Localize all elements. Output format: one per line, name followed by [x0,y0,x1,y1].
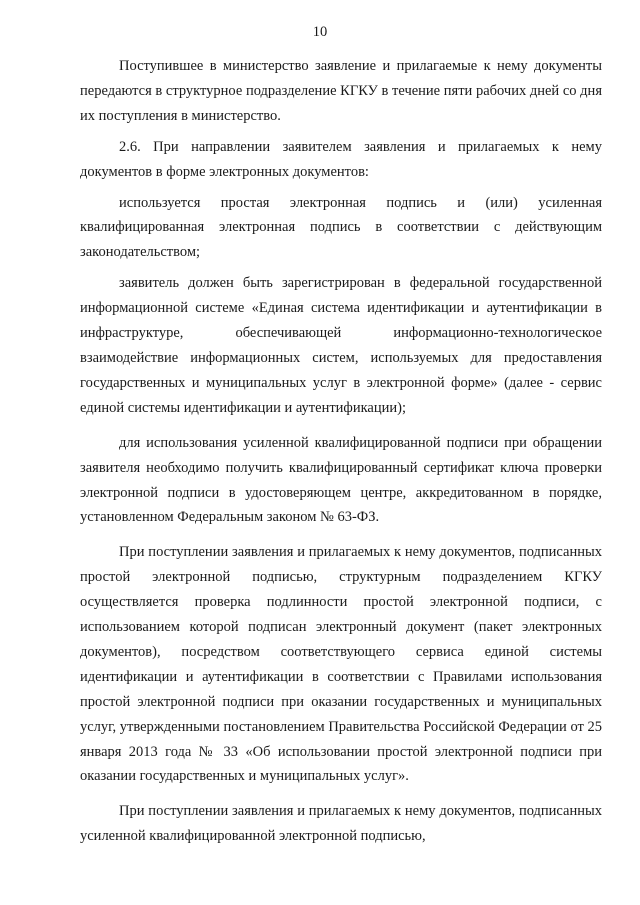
page-number: 10 [312,24,328,40]
paragraph-esia-registration: заявитель должен быть зарегистрирован в федеральной государственной информационной системе «Единая система идентификации и аутентификации в инфраструктуре, обеспечивающей информационно-технологическое взаимодействие информационных систем, используемых для предоставления государственных и муниципальных услуг в электронной форме» (далее - сервис единой системы идентификации и аутентификации); [80,275,602,416]
paragraph-qualified-signature-receipt: При поступлении заявления и прилагаемых к нему документов, подписанных усиленной квалифицированной электронной подписью, [80,803,602,845]
paragraph-simple-signature-check: При поступлении заявления и прилагаемых к нему документов, подписанных простой электронной подписью, структурным подразделением КГКУ осуществляется проверка подлинности простой электронной подписи, с использованием которой подписан электронный документ (пакет электронных документов), посредством соответствующего сервиса единой системы идентификации и аутентификации в соответствии с Правилами использования простой электронной подписи при оказании государственных и муниципальных услуг, утвержденными постановлением Правительства Российской Федерации от 25 января 2013 года № 33 «Об использовании простой электронной подписи при оказании государственных и муниципальных услуг». [80,544,602,785]
paragraph-signature-types: используется простая электронная подпись и (или) усиленная квалифицированная электронная подпись в соответствии с действующим законодательством; [80,194,602,261]
paragraph-2-6-electronic-docs: 2.6. При направлении заявителем заявления и прилагаемых к нему документов в форме электронных документов: [80,138,602,180]
paragraph-qualified-certificate: для использования усиленной квалифицированной подписи при обращении заявителя необходимо получить квалифицированный сертификат ключа проверки электронной подписи в удостоверяющем центре, аккредитованном в порядке, установленном Федеральным законом № 63-ФЗ. [80,434,602,526]
paragraph-submission-transfer: Поступившее в министерство заявление и прилагаемые к нему документы передаются в структурное подразделение КГКУ в течение пяти рабочих дней со дня их поступления в министерство. [80,58,602,124]
document-body [80,54,602,849]
